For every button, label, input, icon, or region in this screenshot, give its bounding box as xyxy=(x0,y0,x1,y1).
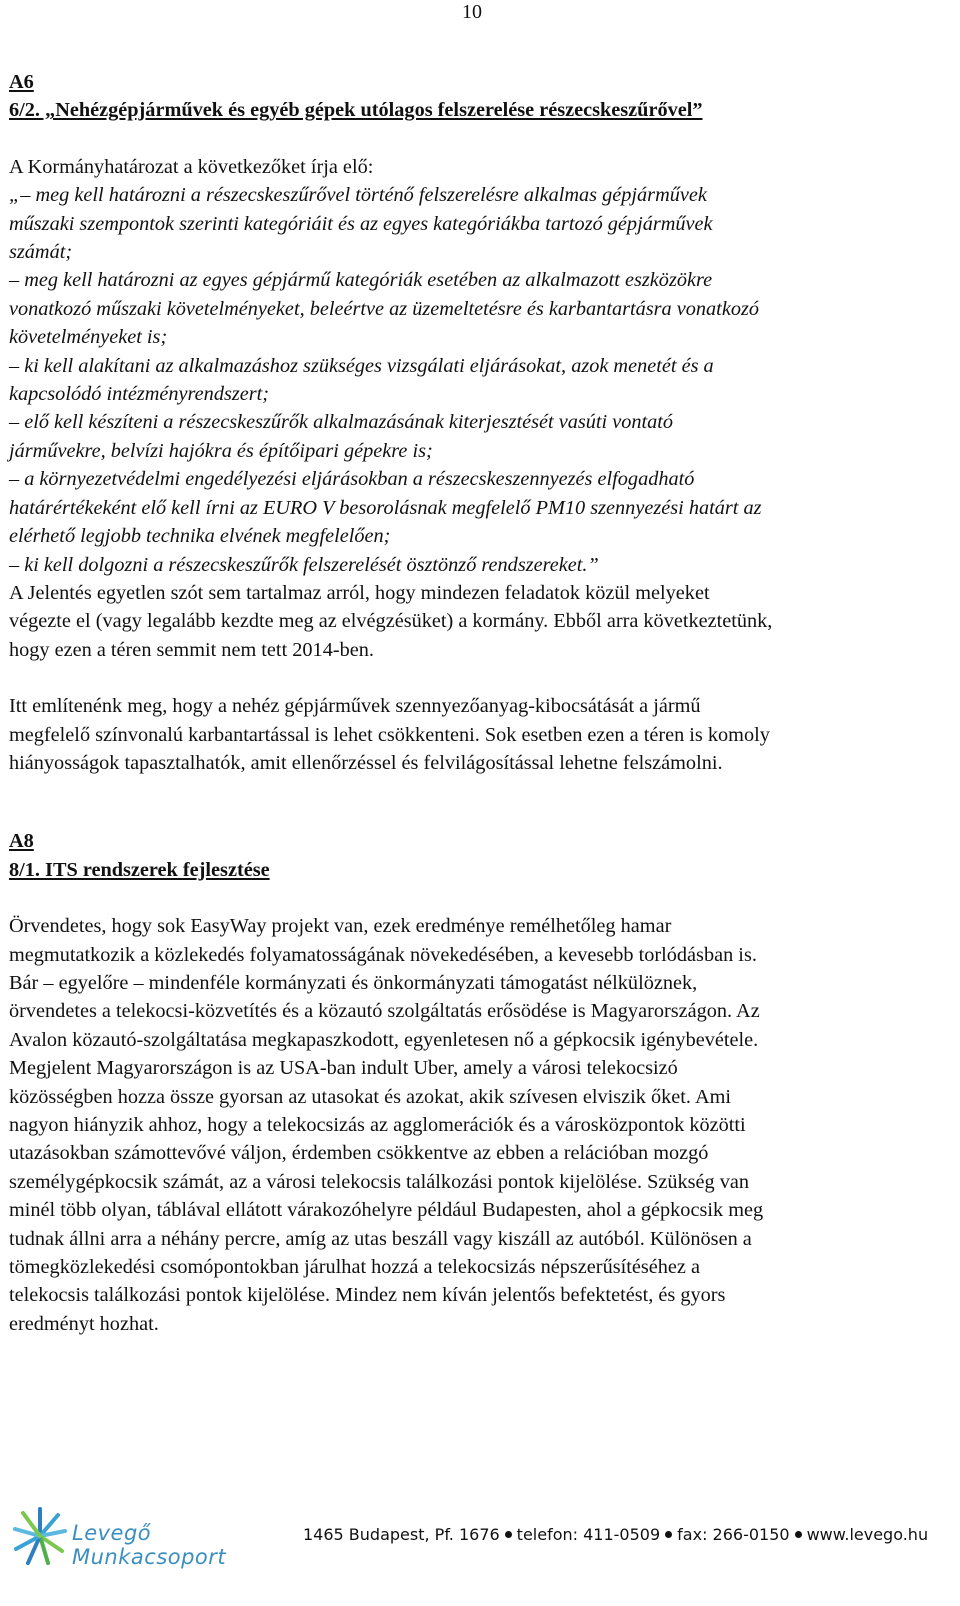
quote-line: határértékeként elő kell írni az EURO V besorolásnak megfelelő PM10 szennyezési határt az xyxy=(9,496,762,519)
bullet-icon xyxy=(795,1531,802,1538)
contact-info xyxy=(303,1525,928,1544)
paragraph-line: Örvendetes, hogy sok EasyWay projekt van, ezek eredménye remélhetőleg hamar xyxy=(9,915,672,938)
paragraph-line: hogy ezen a téren semmit nem tett 2014-ben. xyxy=(9,638,374,661)
quote-line: kapcsolódó intézményrendszert; xyxy=(9,383,270,406)
paragraph-line: eredményt hozhat. xyxy=(9,1312,159,1335)
section-a8-code: A8 xyxy=(9,830,34,853)
section-a8-title: 8/1. ITS rendszerek fejlesztése xyxy=(9,858,270,881)
section-a6-intro: A Kormányhatározat a következőket írja elő: xyxy=(9,155,374,178)
paragraph-line: megfelelő színvonalú karbantartással is lehet csökkenteni. Sok esetben ezen a téren is komoly xyxy=(9,723,770,746)
paragraph-line: személygépkocsik számát, az a városi telekocsis találkozási pontok kijelölése. Szükség van xyxy=(9,1170,750,1193)
paragraph-line: nagyon hiányzik ahhoz, hogy a telekocsizás az agglomerációk és a városközpontok közötti xyxy=(9,1114,746,1136)
paragraph-line: Itt említenénk meg, hogy a nehéz gépjárművek szennyezőanyag-kibocsátását a jármű xyxy=(9,695,701,718)
quote-line: műszaki szempontok szerinti kategóriáit és az egyes kategóriákba tartozó gépjárművek xyxy=(9,212,713,235)
document-body xyxy=(9,68,949,1338)
quote-line: vonatkozó műszaki követelményeket, beleértve az üzemeltetésre és karbantartásra vonatkozó xyxy=(9,297,759,320)
paragraph-line: megmutatkozik a közlekedés folyamatosságának növekedésében, a kevesebb torlódásban is. xyxy=(9,943,757,966)
levego-logo xyxy=(10,1503,290,1569)
paragraph-line: Megjelent Magyarországon is az USA-ban indult Uber, amely a városi telekocsizó xyxy=(9,1057,678,1080)
quote-line: követelményeket is; xyxy=(9,326,168,349)
section-a6-paragraph-1 xyxy=(9,579,949,664)
quote-line: számát; xyxy=(9,241,73,264)
quote-line: járművekre, belvízi hajókra és építőipari gépekre is; xyxy=(9,439,433,462)
bullet-icon xyxy=(665,1531,672,1538)
paragraph-line: közösségben hozza össze gyorsan az utasokat és azokat, akik szívesen elviszik őket. Ami xyxy=(9,1085,732,1108)
paragraph-line: hiányosságok tapasztalhatók, amit ellenőrzéssel és felvilágosítással lehetne felszámolni. xyxy=(9,751,723,774)
paragraph-line: tömegközlekedési csomópontokban járulhat hozzá a telekocsizás népszerűsítéséhez a xyxy=(9,1256,700,1279)
paragraph-line: örvendetes a telekocsi-közvetítés és a közautó szolgáltatás erősödése is Magyarországon. Az xyxy=(9,1000,760,1023)
paragraph-line: utazásokban számottevővé váljon, érdemben csökkentve az ebben a relációban mozgó xyxy=(9,1142,709,1165)
government-decree-quote xyxy=(9,181,949,579)
section-a8-paragraph xyxy=(9,912,949,1338)
section-a6-paragraph-2 xyxy=(9,692,949,777)
quote-line: – meg kell határozni az egyes gépjármű kategóriák esetében az alkalmazott eszközökre xyxy=(9,269,713,292)
quote-line: „– meg kell határozni a részecskeszűrővel történő felszerelésre alkalmas gépjárművek xyxy=(9,184,707,207)
bullet-icon xyxy=(505,1531,512,1538)
footer-fax: fax: 266-0150 xyxy=(677,1525,790,1544)
starburst-logo-icon xyxy=(10,1503,70,1569)
quote-line: elérhető legjobb technika elvének megfelelően; xyxy=(9,525,391,548)
paragraph-line: tudnak állni arra a néhány percre, amíg az utas beszáll vagy kiszáll az autóból. Különösen a xyxy=(9,1227,752,1250)
page-number: 10 xyxy=(462,1,482,23)
quote-line: – ki kell alakítani az alkalmazáshoz szükséges vizsgálati eljárásokat, azok menetét és a xyxy=(9,354,714,377)
footer-phone: telefon: 411-0509 xyxy=(516,1525,661,1544)
section-a6-title: 6/2. „Nehézgépjárművek és egyéb gépek utólagos felszerelése részecskeszűrővel” xyxy=(9,99,703,122)
quote-line: – a környezetvédelmi engedélyezési eljárásokban a részecskeszennyezés elfogadható xyxy=(9,468,695,491)
section-a6-code: A6 xyxy=(9,71,34,93)
paragraph-line: telekocsis találkozási pontok kijelölése. Mindez nem kíván jelentős befektetést, és gyors xyxy=(9,1284,726,1307)
page-footer xyxy=(10,1503,950,1573)
quote-line: – elő kell készíteni a részecskeszűrők alkalmazásának kiterjesztését vasúti vontató xyxy=(9,411,674,434)
paragraph-line: Bár – egyelőre – mindenféle kormányzati és önkormányzati támogatást nélkülöznek, xyxy=(9,971,698,994)
footer-address: 1465 Budapest, Pf. 1676 xyxy=(303,1525,500,1544)
footer-website-link[interactable]: www.levego.hu xyxy=(806,1525,929,1544)
paragraph-line: minél több olyan, táblával ellátott várakozóhelyre például Budapesten, ahol a gépkocsik meg xyxy=(9,1199,764,1222)
paragraph-line: végezte el (vagy legalább kezdte meg az elvégzésüket) a kormány. Ebből arra következtetünk, xyxy=(9,610,773,633)
logo-text: Levegő Munkacsoport xyxy=(72,1521,227,1569)
paragraph-line: A Jelentés egyetlen szót sem tartalmaz arról, hogy mindezen feladatok közül melyeket xyxy=(9,581,710,604)
paragraph-line: Avalon közautó-szolgáltatása megkapaszkodott, egyenletesen nő a gépkocsik igénybevétele. xyxy=(9,1028,759,1051)
quote-line: – ki kell dolgozni a részecskeszűrők felszerelését ösztönző rendszereket.” xyxy=(9,553,599,576)
